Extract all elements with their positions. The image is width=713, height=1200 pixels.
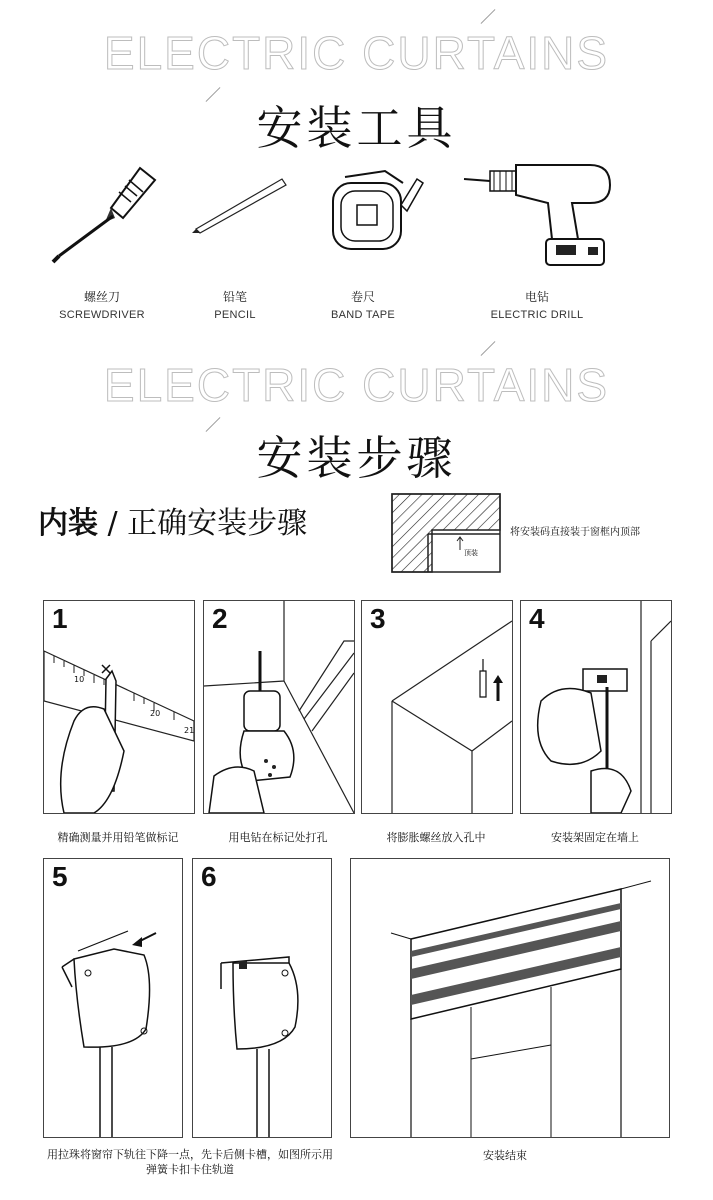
tool-label-en: BAND TAPE: [330, 309, 396, 321]
decor-slash: [481, 341, 496, 356]
drill-icon: [460, 155, 620, 275]
step-caption: 用电钻在标记处打孔: [228, 831, 328, 844]
section-english-title: ELECTRIC CURTAINS: [103, 27, 610, 79]
install-heading-bold: 内装: [38, 506, 98, 541]
tool-label-en: SCREWDRIVER: [59, 309, 145, 321]
step-number: 1: [52, 603, 68, 634]
decor-slash: [481, 9, 496, 24]
step-panel-2: [203, 600, 355, 814]
step-caption-finished: 安装结束: [483, 1149, 527, 1162]
step-panel-5: [43, 858, 183, 1138]
step-caption: 精确测量并用铅笔做标记: [57, 831, 179, 844]
tape-measure-icon: [325, 165, 425, 255]
step-number: 6: [201, 861, 217, 892]
step-panel-3: [361, 600, 513, 814]
step-number: 5: [52, 861, 68, 892]
step-panel-4: [520, 600, 672, 814]
ruler-tick-label: 20: [150, 709, 161, 718]
tool-label-cn: 卷尺: [350, 290, 375, 304]
tool-label-cn: 螺丝刀: [83, 290, 120, 304]
step-caption: 安装架固定在墙上: [551, 831, 639, 844]
install-heading-rest: / 正确安装步骤: [98, 506, 308, 541]
step-panel-6: [192, 858, 332, 1138]
ruler-tick-label: 10: [74, 675, 85, 684]
step-caption: 用拉珠将窗帘下轨往下降一点，先卡后侧卡槽，如图所示用弹簧卡扣卡住轨道: [47, 1148, 333, 1176]
step-number: 3: [370, 603, 386, 634]
diagram-note: 将安装码直接装于窗框内顶部: [510, 527, 640, 538]
step-panel-finished: [350, 858, 670, 1138]
screwdriver-icon: [45, 160, 165, 270]
section-title: 安装步骤: [256, 431, 457, 485]
window-frame-diagram: [390, 492, 505, 574]
step-panel-1: [43, 600, 195, 814]
tool-label-cn: 电钻: [524, 290, 549, 304]
tool-label-en: ELECTRIC DRILL: [490, 309, 584, 321]
tool-label-en: PENCIL: [214, 309, 256, 321]
section-english-title: ELECTRIC CURTAINS: [103, 359, 610, 411]
ruler-tick-label: 21: [184, 726, 195, 735]
install-heading: [38, 498, 307, 542]
step-caption: 将膨胀螺丝放入孔中: [386, 831, 486, 844]
diagram-small-label: 顶装: [464, 549, 478, 557]
pencil-icon: [190, 175, 290, 235]
step-number: 4: [529, 603, 545, 634]
section-title: 安装工具: [256, 101, 457, 155]
step-number: 2: [212, 603, 228, 634]
tool-label-cn: 铅笔: [222, 290, 247, 304]
